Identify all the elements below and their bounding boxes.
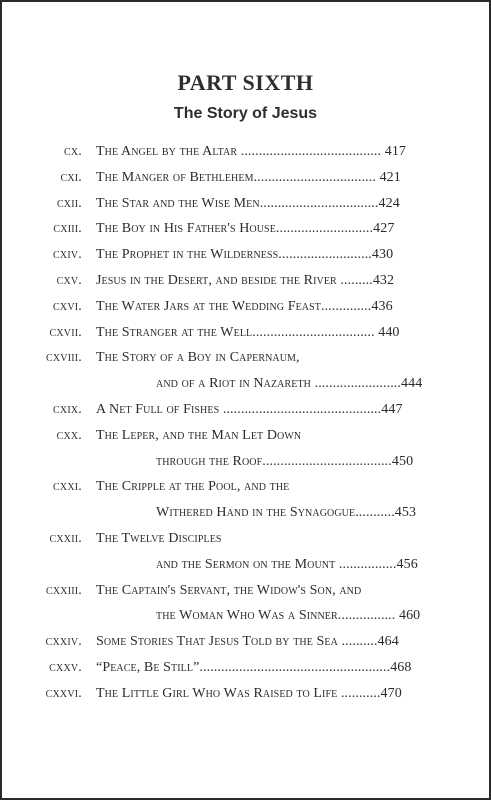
toc-entry-line xyxy=(2,632,489,652)
toc-entry-line xyxy=(2,658,489,678)
toc-entry-title: The Leper, and the Man Let Down xyxy=(96,427,302,443)
toc-entry-line xyxy=(2,426,489,446)
toc-entry-title: The Prophet in the Wilderness..........................430 xyxy=(96,247,394,263)
toc-entry-title: The Angel by the Altar ....................................... 417 xyxy=(96,144,407,159)
toc-entry-numeral: cxv. xyxy=(56,273,82,288)
toc-entry-line xyxy=(2,503,489,523)
toc-entry-title: The Manger of Bethlehem.................................. 421 xyxy=(96,169,401,185)
toc-entry-numeral: cxxiv. xyxy=(45,634,82,650)
toc-entry-title: The Little Girl Who Was Raised to Life ...........470 xyxy=(96,685,402,701)
toc-entry-title: “Peace, Be Still”.....................................................468 xyxy=(96,660,412,675)
toc-entry-numeral: cxiv. xyxy=(53,247,82,263)
toc-entry-continuation: and the Sermon on the Mount ................456 xyxy=(156,556,418,572)
toc-entry-line xyxy=(2,168,489,188)
toc-entry-numeral: cxxiii. xyxy=(45,582,82,598)
toc-entry-title: The Stranger at the Well.................................. 440 xyxy=(96,324,400,340)
toc-entry-title: The Cripple at the Pool, and the xyxy=(96,479,290,495)
toc-entry-line xyxy=(2,323,489,343)
toc-entry-line xyxy=(2,529,489,549)
toc-entry-continuation: Withered Hand in the Synagogue...........453 xyxy=(156,505,417,521)
toc-entry-numeral: cxvii. xyxy=(49,324,82,340)
toc-entry-line xyxy=(2,348,489,368)
toc-entry-numeral: cx. xyxy=(64,144,82,159)
toc-entry-title: The Twelve Disciples xyxy=(96,531,222,546)
toc-entry-numeral: cxx. xyxy=(56,427,82,443)
toc-entry-title: The Star and the Wise Men.................................424 xyxy=(96,195,400,211)
toc-entry-line xyxy=(2,297,489,317)
toc-entry-line xyxy=(2,452,489,472)
toc-entry-numeral: cxxi. xyxy=(53,479,82,495)
toc-entry-line xyxy=(2,245,489,265)
toc-entry-title: Some Stories That Jesus Told by the Sea ..........464 xyxy=(96,634,399,650)
toc-entry-numeral: cxxv. xyxy=(49,660,82,675)
toc-entry-continuation: the Woman Who Was a Sinner................ 460 xyxy=(156,608,421,624)
toc-entry-title: Jesus in the Desert, and beside the River .........432 xyxy=(96,273,395,288)
part-title: PART SIXTH xyxy=(177,70,314,95)
toc-entry-line xyxy=(2,581,489,601)
toc-entry-title: The Boy in His Father's House...........................427 xyxy=(96,221,395,237)
toc-entry-numeral: cxix. xyxy=(53,402,82,417)
toc-entry-line xyxy=(2,606,489,626)
toc-entry-line xyxy=(2,219,489,239)
toc-entry-line xyxy=(2,555,489,575)
toc-entry-numeral: cxiii. xyxy=(53,221,82,237)
toc-entry-line xyxy=(2,400,489,420)
toc-entry-line xyxy=(2,194,489,214)
toc-entry-continuation: through the Roof....................................450 xyxy=(156,453,414,469)
toc-entry-continuation: and of a Riot in Nazareth ........................444 xyxy=(156,376,423,392)
toc-entry-line xyxy=(2,684,489,704)
toc-entry-line xyxy=(2,271,489,291)
toc-entry-numeral: cxii. xyxy=(56,195,82,211)
toc-entry-numeral: cxviii. xyxy=(45,350,82,366)
toc-entry-line xyxy=(2,477,489,497)
toc-entry-title: The Water Jars at the Wedding Feast..............436 xyxy=(96,298,393,314)
toc-entry-title: The Story of a Boy in Capernaum, xyxy=(96,350,300,366)
toc-entry-numeral: cxxvi. xyxy=(45,685,82,701)
toc-entry-numeral: cxvi. xyxy=(53,298,82,314)
toc-entry-line xyxy=(2,142,489,162)
toc-entry-title: A Net Full of Fishes ............................................447 xyxy=(96,402,403,417)
toc-entry-title: The Captain's Servant, the Widow's Son, and xyxy=(96,582,362,598)
toc-entry-line xyxy=(2,374,489,394)
part-subtitle: The Story of Jesus xyxy=(173,105,318,122)
toc-entry-numeral: cxi. xyxy=(60,169,82,185)
toc-entry-numeral: cxxii. xyxy=(49,531,82,546)
